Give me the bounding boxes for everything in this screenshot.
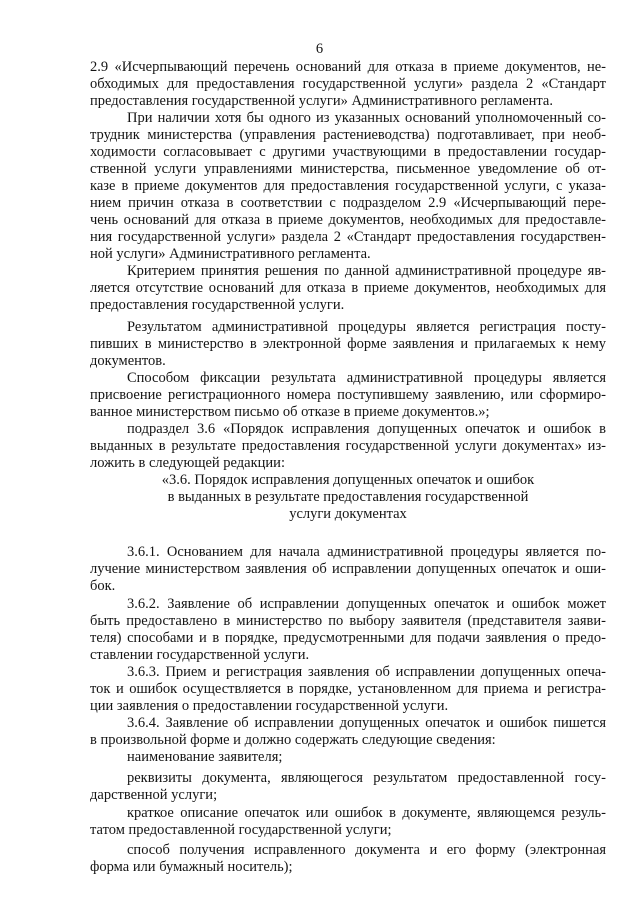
text-line: в произвольной форме и должно содержать следующие сведения:: [90, 732, 496, 748]
text-line: трудник министерства (управления растениеводства) подготавливает, при необ-: [90, 127, 606, 143]
text-line: Способом фиксации результата административной процедуры является: [127, 370, 606, 386]
text-line: форма или бумажный носитель);: [90, 859, 293, 875]
text-line: ток и ошибок осуществляется в порядке, установленном для приема и регистра-: [90, 681, 606, 697]
text-line: казе в приеме документов для предоставления государственной услуги, с указа-: [90, 178, 606, 194]
text-line: Результатом административной процедуры является регистрация посту-: [127, 319, 606, 335]
text-line: лучение министерством заявления об исправлении допущенных опечаток и оши-: [90, 561, 606, 577]
text-line: ванное министерством письмо об отказе в приеме документов.»;: [90, 404, 490, 420]
text-line: 3.6.2. Заявление об исправлении допущенных опечаток и ошибок может: [127, 596, 606, 612]
text-line: бок.: [90, 578, 116, 594]
text-line: ной услуги» Административного регламента.: [90, 246, 371, 262]
text-line: ственной услуги управлениями министерства, письменное уведомление об от-: [90, 161, 606, 177]
text-line: ставлении государственной услуги.: [90, 647, 310, 663]
text-line: ложить в следующей редакции:: [90, 455, 285, 471]
text-line: способ получения исправленного документа и его форму (электронная: [127, 842, 606, 858]
text-line: выданных в результате предоставления государственной услуги документах» из-: [90, 438, 606, 454]
text-line: чень оснований для отказа в приеме документов, необходимых для предоставле-: [90, 212, 606, 228]
text-line: При наличии хотя бы одного из указанных оснований уполномоченный со-: [127, 110, 606, 126]
text-line: 3.6.4. Заявление об исправлении допущенных опечаток и ошибок пишется: [127, 715, 606, 731]
text-line: 2.9 «Исчерпывающий перечень оснований для отказа в приеме документов, не-: [90, 59, 606, 75]
section-heading-line: услуги документах: [289, 506, 407, 522]
text-line: быть предоставлено в министерство по выбору заявителя (представителя заяви-: [90, 613, 606, 629]
text-line: ляется отсутствие оснований для отказа в приеме документов, необходимых для: [90, 280, 606, 296]
text-line: теля) способами и в порядке, предусмотренными для подачи заявления о предо-: [90, 630, 606, 646]
text-line: обходимых для предоставления государственной услуги» раздела 2 «Стандарт: [90, 76, 606, 92]
text-line: татом предоставленной государственной услуги;: [90, 822, 392, 838]
text-line: 3.6.1. Основанием для начала административной процедуры является по-: [127, 544, 606, 560]
text-line: присвоение регистрационного номера поступившему заявлению, или сформиро-: [90, 387, 606, 403]
text-line: предоставления государственной услуги.: [90, 297, 345, 313]
text-line: ции заявления о предоставлении государственной услуги.: [90, 698, 449, 714]
text-line: предоставления государственной услуги» Административного регламента.: [90, 93, 553, 109]
section-heading-line: «3.6. Порядок исправления допущенных опечаток и ошибок: [161, 472, 535, 488]
section-heading-line: в выданных в результате предоставления государственной: [167, 489, 529, 505]
text-line: нием причин отказа в соответствии с подразделом 2.9 «Исчерпывающий пере-: [90, 195, 606, 211]
text-line: краткое описание опечаток или ошибок в документе, являющемся резуль-: [127, 805, 606, 821]
text-line: реквизиты документа, являющегося результатом предоставленной госу-: [127, 770, 606, 786]
text-line: дарственной услуги;: [90, 787, 218, 803]
text-line: документов.: [90, 353, 166, 369]
text-line: подраздел 3.6 «Порядок исправления допущенных опечаток и ошибок в: [127, 421, 606, 437]
text-line: пивших в министерство в электронной форме заявления и прилагаемых к нему: [90, 336, 606, 352]
text-line: Критерием принятия решения по данной административной процедуре яв-: [127, 263, 606, 279]
page-number: 6: [315, 41, 324, 57]
text-line: ходимости согласовывает с другими участвующими в предоставлении государ-: [90, 144, 606, 160]
text-line: наименование заявителя;: [127, 749, 283, 765]
text-line: ния государственной услуги» раздела 2 «Стандарт предоставления государствен-: [90, 229, 606, 245]
text-line: 3.6.3. Прием и регистрация заявления об исправлении допущенных опеча-: [127, 664, 606, 680]
